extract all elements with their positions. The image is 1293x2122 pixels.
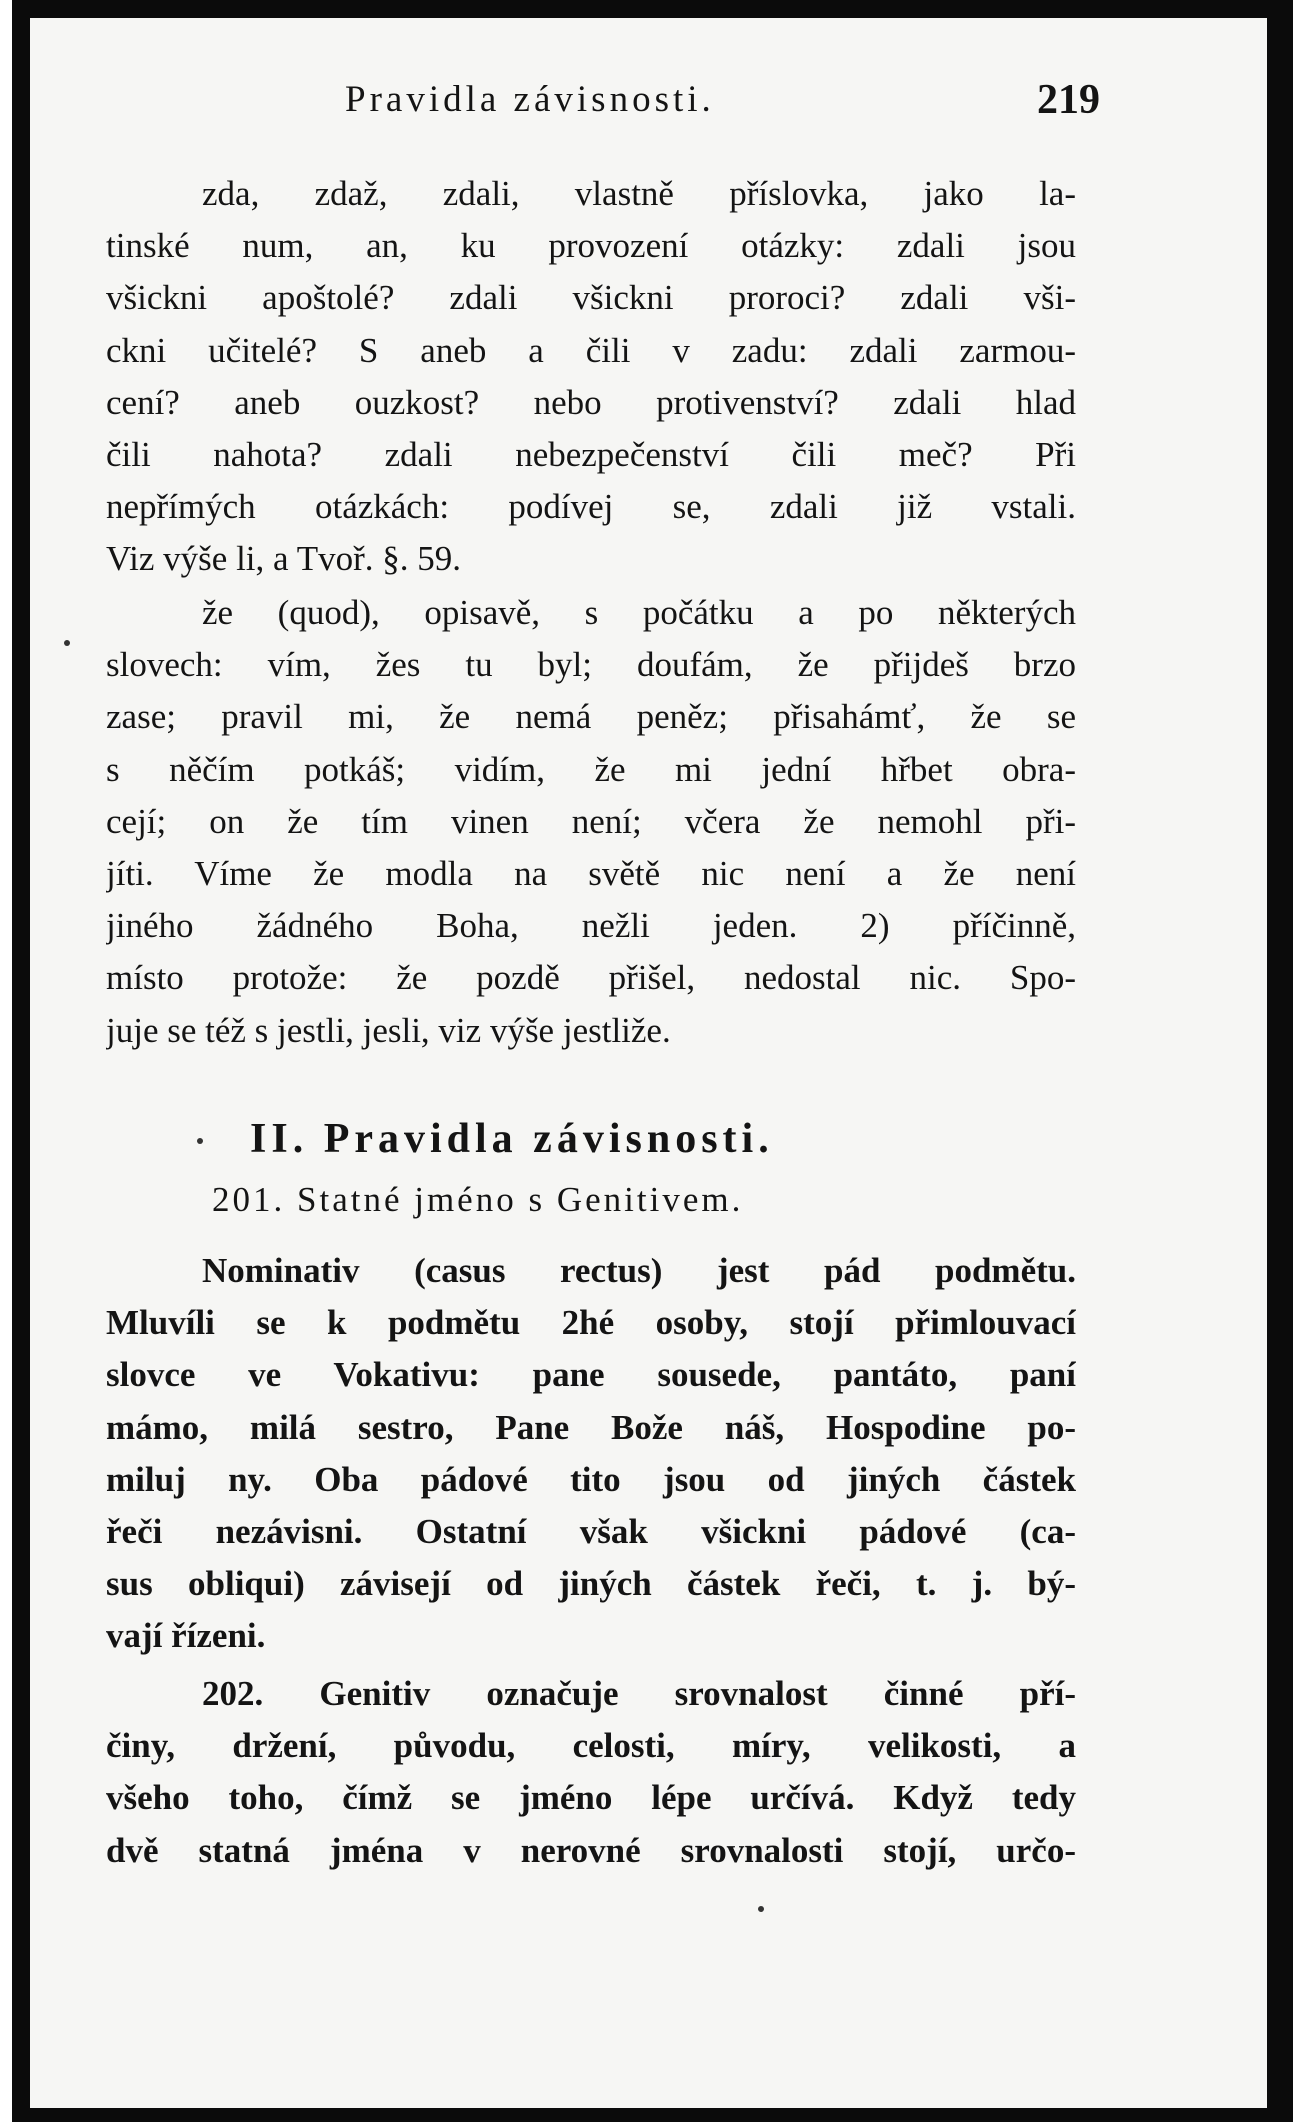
text-line: vají řízeni.: [106, 1616, 266, 1656]
paragraph-zda: [106, 168, 1076, 586]
page-number: 219: [1037, 77, 1100, 123]
text-line: cení? aneb ouzkost? nebo protivenství? zdali hlad: [106, 382, 1076, 422]
subsection-heading: 201. Statné jméno s Genitivem.: [212, 1180, 744, 1219]
text-line: nepřímých otázkách: podívej se, zdali již vstali.: [106, 487, 1076, 527]
text-line: s něčím potkáš; vidím, že mi jední hřbet obra-: [106, 749, 1076, 789]
scan-speck: [64, 640, 70, 646]
text-line: miluj ny. Oba pádové tito jsou od jiných částek: [106, 1459, 1076, 1499]
text-line: čili nahota? zdali nebezpečenství čili meč? Při: [106, 435, 1076, 475]
paragraph-201: [106, 1245, 1076, 1663]
paragraph-202: [106, 1668, 1076, 1877]
text-line: slovce ve Vokativu: pane sousede, pantáto, paní: [106, 1355, 1076, 1395]
text-line: všeho toho, čímž se jméno lépe určívá. Když tedy: [106, 1778, 1076, 1818]
text-line: tinské num, an, ku provození otázky: zdali jsou: [106, 226, 1076, 266]
section-heading: II. Pravidla závisnosti.: [250, 1116, 774, 1162]
text-line: zda, zdaž, zdali, vlastně příslovka, jako la-: [202, 174, 1076, 213]
text-line: všickni apoštolé? zdali všickni proroci? zdali vši-: [106, 278, 1076, 318]
scan-speck: [197, 1138, 203, 1144]
text-line: 202. Genitiv označuje srovnalost činné pří-: [202, 1674, 1076, 1713]
running-header: [345, 78, 1100, 128]
scan-speck: [758, 1906, 764, 1912]
running-title: Pravidla závisnosti.: [345, 79, 715, 120]
text-line: Viz výše li, a Tvoř. §. 59.: [106, 539, 461, 579]
text-line: řeči nezávisni. Ostatní však všickni pádové (ca-: [106, 1512, 1076, 1552]
text-line: mámo, milá sestro, Pane Bože náš, Hospodine po-: [106, 1407, 1076, 1447]
text-line: činy, držení, původu, celosti, míry, velikosti, a: [106, 1726, 1076, 1766]
text-line: juje se též s jestli, jesli, viz výše jestliže.: [106, 1010, 671, 1050]
text-line: cejí; on že tím vinen není; včera že nemohl při-: [106, 801, 1076, 841]
paragraph-ze: [106, 587, 1076, 1057]
text-line: místo protože: že pozdě přišel, nedostal nic. Spo-: [106, 958, 1076, 998]
text-line: slovech: vím, žes tu byl; doufám, že přijdeš brzo: [106, 645, 1076, 685]
text-line: ckni učitelé? S aneb a čili v zadu: zdali zarmou-: [106, 330, 1076, 370]
text-line: jiného žádného Boha, nežli jeden. 2) příčinně,: [106, 906, 1076, 946]
text-line: jíti. Víme že modla na světě nic není a že není: [106, 854, 1076, 894]
text-line: Mluvíli se k podmětu 2hé osoby, stojí přimlouvací: [106, 1303, 1076, 1343]
text-line: dvě statná jména v nerovné srovnalosti stojí, určo-: [106, 1830, 1076, 1870]
text-line: že (quod), opisavě, s počátku a po některých: [202, 593, 1076, 632]
text-line: zase; pravil mi, že nemá peněz; přisahámť, že se: [106, 697, 1076, 737]
scan-left-edge: [0, 0, 12, 2122]
text-line: Nominativ (casus rectus) jest pád podmětu.: [202, 1251, 1076, 1290]
text-line: sus obliqui) závisejí od jiných částek řeči, t. j. bý-: [106, 1564, 1076, 1604]
